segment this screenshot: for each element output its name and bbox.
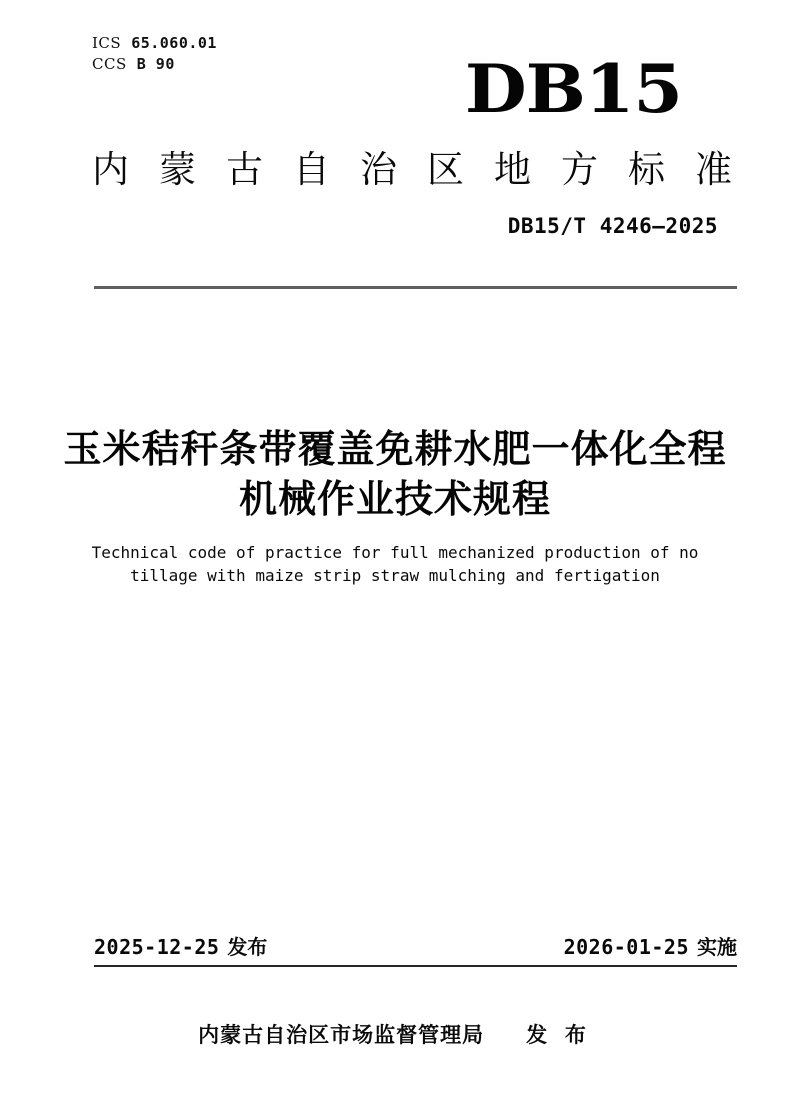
document-title-zh <box>0 425 790 525</box>
publisher-row <box>0 1019 790 1049</box>
issue-date: 2025-12-25 <box>94 935 220 959</box>
dates-row <box>94 931 737 960</box>
publisher-name: 内蒙古自治区市场监督管理局 <box>198 1024 485 1047</box>
title-en-line1: Technical code of practice for full mechanized production of no <box>91 543 699 562</box>
header-divider-rule <box>94 286 737 289</box>
region-standard-title: 内蒙古自治区地方标准 <box>92 149 762 190</box>
ccs-label: CCS <box>92 55 127 73</box>
title-en-line2: tillage with maize strip straw mulching and fertigation <box>130 566 660 585</box>
ccs-value: B 90 <box>136 55 175 73</box>
standard-number: DB15/T 4246—2025 <box>507 214 718 238</box>
document-title-en <box>0 541 790 587</box>
issue-date-label: 发布 <box>227 937 268 959</box>
footer-divider-rule <box>94 965 737 967</box>
implement-date-label: 实施 <box>697 937 737 959</box>
title-zh-line2: 机械作业技术规程 <box>238 479 551 521</box>
ics-label: ICS <box>92 34 122 52</box>
ccs-code-row <box>92 54 217 75</box>
implement-date-group <box>564 931 737 960</box>
release-label: 发 布 <box>526 1024 592 1047</box>
title-zh-line1: 玉米秸秆条带覆盖免耕水肥一体化全程 <box>63 429 727 471</box>
classification-codes <box>92 33 217 75</box>
ics-code-row <box>92 33 217 54</box>
ics-value: 65.060.01 <box>131 34 217 52</box>
db15-logo: DB15 <box>465 50 682 128</box>
implement-date: 2026-01-25 <box>563 935 689 959</box>
issue-date-group <box>94 931 267 960</box>
